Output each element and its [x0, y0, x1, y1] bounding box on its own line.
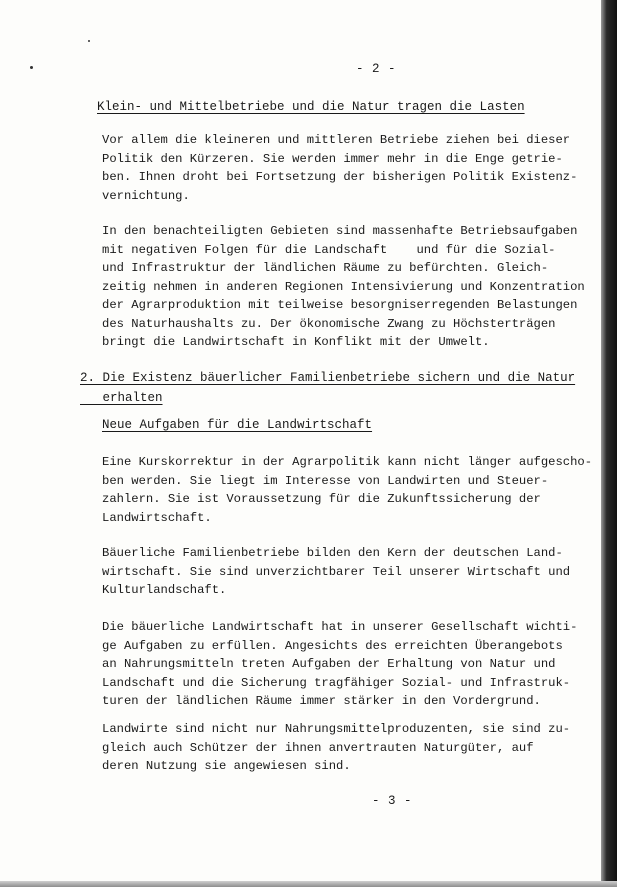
paragraph-line: turen der ländlichen Räume immer stärker in den Vordergrund.: [102, 694, 541, 708]
paragraph-line: Landschaft und die Sicherung tragfähiger Sozial- und Infrastruk-: [102, 675, 571, 690]
paragraph-line: der Agrarproduktion mit teilweise besorgniserregenden Belastungen: [102, 298, 578, 312]
paragraph-6: [102, 720, 572, 776]
paragraph-1: [102, 131, 578, 205]
paragraph-line: Bäuerliche Familienbetriebe bilden den Kern der deutschen Land-: [102, 546, 563, 560]
paragraph-line: Eine Kurskorrektur in der Agrarpolitik kann nicht länger aufgescho-: [102, 455, 593, 469]
paragraph-line: ben. Ihnen droht bei Fortsetzung der bisherigen Politik Existenz-: [102, 170, 578, 184]
paragraph-line: mit negativen Folgen für die Landschaft und für die Sozial-: [102, 242, 556, 257]
paragraph-4: [102, 544, 572, 600]
section-title-line: 2. Die Existenz bäuerlicher Familienbetriebe sichern und die Natur: [80, 371, 576, 385]
paragraph-line: bringt die Landwirtschaft in Konflikt mit der Umwelt.: [102, 335, 490, 349]
scan-bottom-edge: [0, 881, 617, 887]
scan-speck: [30, 66, 33, 69]
paragraph-line: Landwirtschaft.: [102, 510, 212, 525]
paragraph-line: gleich auch Schützer der ihnen anvertrauten Naturgüter, auf: [102, 740, 534, 755]
paragraph-line: Politik den Kürzeren. Sie werden immer mehr in die Enge getrie-: [102, 151, 563, 166]
paragraph-line: und Infrastruktur der ländlichen Räume zu befürchten. Gleich-: [102, 261, 549, 275]
paragraph-line: ben werden. Sie liegt im Interesse von Landwirten und Steuer-: [102, 473, 549, 488]
scan-edge-shadow: [601, 0, 617, 887]
paragraph-line: ge Aufgaben zu erfüllen. Angesichts des erreichten Überangebots: [102, 638, 563, 653]
paragraph-line: Vor allem die kleineren und mittleren Betriebe ziehen bei dieser: [102, 133, 571, 147]
paragraph-line: zeitig nehmen in anderen Regionen Intensivierung und Konzentration: [102, 279, 585, 294]
page-number-top: - 2 -: [356, 62, 397, 76]
paragraph-line: des Naturhaushalts zu. Der ökonomische Zwang zu Höchsterträgen: [102, 316, 556, 331]
paragraph-line: deren Nutzung sie angewiesen sind.: [102, 759, 351, 773]
paragraph-5: [102, 618, 578, 711]
paragraph-line: Landwirte sind nicht nur Nahrungsmittelproduzenten, sie sind zu-: [102, 722, 571, 736]
paragraph-3: [102, 453, 593, 527]
paragraph-line: vernichtung.: [102, 188, 190, 203]
paragraph-line: wirtschaft. Sie sind unverzichtbarer Teil unserer Wirtschaft und: [102, 564, 571, 579]
paragraph-line: Die bäuerliche Landwirtschaft hat in unserer Gesellschaft wichti-: [102, 620, 578, 634]
paragraph-line: an Nahrungsmitteln treten Aufgaben der Erhaltung von Natur und: [102, 657, 556, 671]
paragraph-2: [102, 222, 585, 352]
paragraph-line: In den benachteiligten Gebieten sind massenhafte Betriebsaufgaben: [102, 224, 578, 238]
paragraph-line: Kulturlandschaft.: [102, 583, 227, 597]
heading-new-tasks: Neue Aufgaben für die Landwirtschaft: [102, 418, 373, 432]
section-title-line: erhalten: [80, 391, 163, 405]
paragraph-line: zahlern. Sie ist Voraussetzung für die Zukunftssicherung der: [102, 492, 541, 506]
scan-speck: [88, 40, 90, 42]
heading-small-medium-farms: Klein- und Mittelbetriebe und die Natur tragen die Lasten: [97, 100, 525, 114]
section-2-title: [80, 368, 575, 408]
page-number-bottom: - 3 -: [372, 794, 413, 808]
